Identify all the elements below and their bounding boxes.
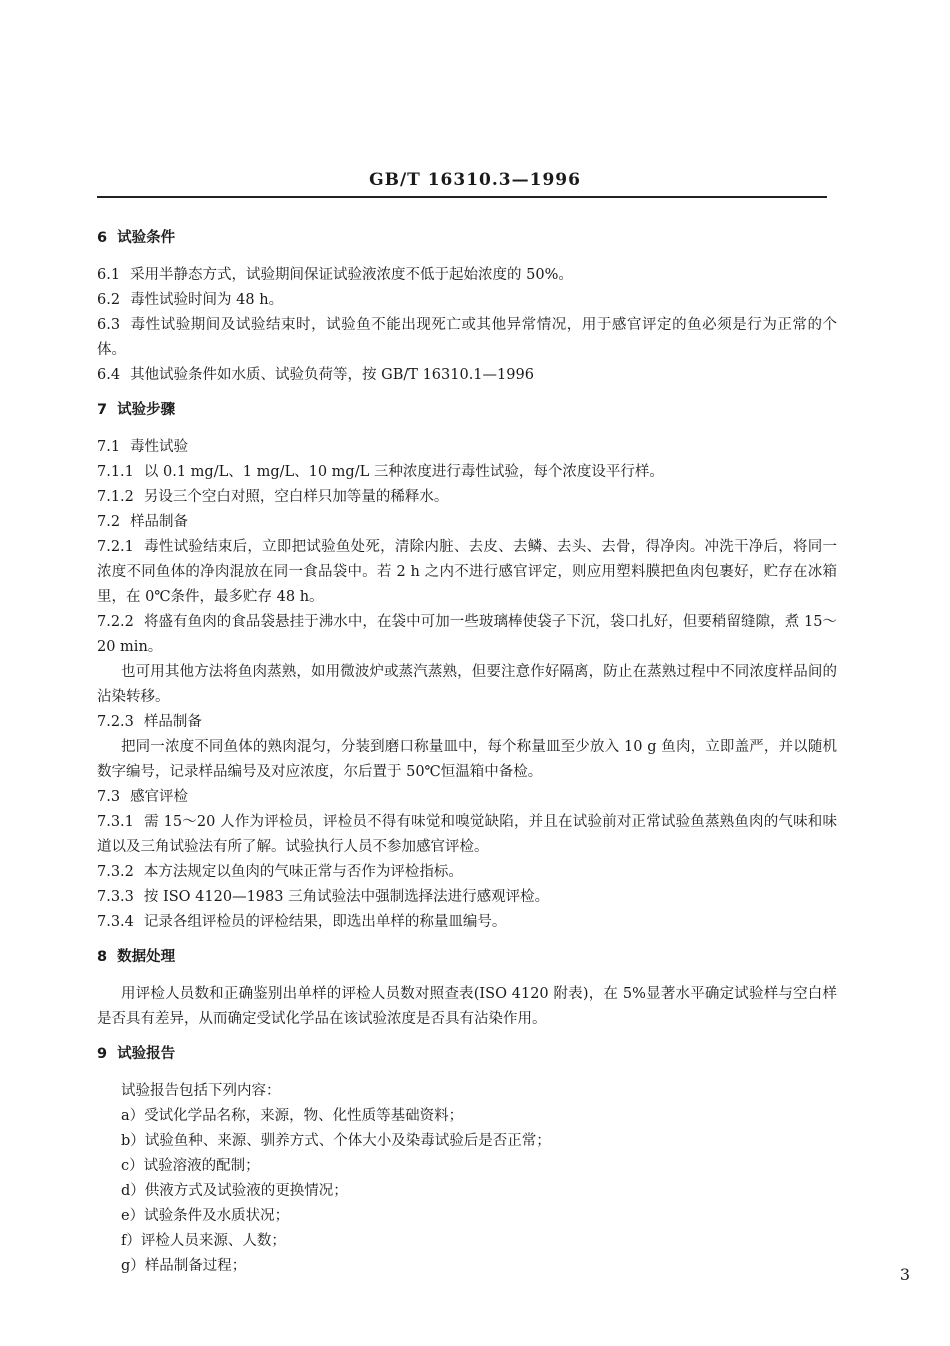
document-body xyxy=(97,222,837,1279)
section-number: 9 xyxy=(97,1046,108,1062)
clause-number: 7.2.1 xyxy=(97,539,134,555)
clause-7-2-2-note: 也可用其他方法将鱼肉蒸熟，如用微波炉或蒸汽蒸熟，但要注意作好隔离，防止在蒸熟过程中不同浓度样品间的沾染转移。 xyxy=(97,664,837,705)
clause-number: 7.1.2 xyxy=(97,489,134,505)
section-7-heading xyxy=(97,398,837,423)
clause-text: 按 ISO 4120—1983 三角试验法中强制选择法进行感观评检。 xyxy=(143,889,550,905)
section-number: 7 xyxy=(97,402,108,418)
clause-number: 7.3.1 xyxy=(97,814,134,830)
section-6-heading xyxy=(97,226,837,251)
clause-number: 7.1 xyxy=(97,439,121,455)
clause-text: 毒性试验结束后，立即把试验鱼处死，清除内脏、去皮、去鳞、去头、去骨，得净肉。冲洗干净后，将同一浓度不同鱼体的净肉混放在同一食品袋中。若 2 h 之内不进行感官评定，则应用塑料膜把鱼肉包裹好，贮存在冰箱里，在 0℃条件，最多贮存 48 h。 xyxy=(97,539,837,605)
section-number: 6 xyxy=(97,230,108,246)
clause-number: 6.1 xyxy=(97,267,121,283)
section-9-heading xyxy=(97,1042,837,1067)
clause-7-3-3 xyxy=(97,885,837,910)
clause-6-2 xyxy=(97,288,837,313)
report-intro: 试验报告包括下列内容： xyxy=(121,1083,281,1099)
list-item: b）试验鱼种、来源、驯养方式、个体大小及染毒试验后是否正常； xyxy=(121,1133,551,1149)
clause-6-4 xyxy=(97,363,837,388)
clause-7-1-1 xyxy=(97,460,837,485)
clause-number: 7.3.2 xyxy=(97,864,134,880)
clause-7-3-1 xyxy=(97,810,837,860)
clause-text: 毒性试验 xyxy=(130,439,189,455)
section-title: 试验步骤 xyxy=(117,402,176,418)
section-title: 试验报告 xyxy=(117,1046,176,1062)
clause-text: 样品制备 xyxy=(130,514,189,530)
list-item: g）样品制备过程； xyxy=(121,1258,247,1274)
clause-text: 以 0.1 mg/L、1 mg/L、10 mg/L 三种浓度进行毒性试验，每个浓度设平行样。 xyxy=(143,464,664,480)
clause-text: 毒性试验时间为 48 h。 xyxy=(130,292,284,308)
section-number: 8 xyxy=(97,949,108,965)
list-item: a）受试化学品名称，来源，物、化性质等基础资料； xyxy=(121,1108,464,1124)
clause-7-2-2 xyxy=(97,610,837,660)
section-title: 试验条件 xyxy=(117,230,176,246)
clause-text: 其他试验条件如水质、试验负荷等，按 GB/T 16310.1—1996 xyxy=(130,367,534,383)
clause-text: 记录各组评检员的评检结果，即选出单样的称量皿编号。 xyxy=(143,914,507,930)
clause-6-3 xyxy=(97,313,837,363)
clause-number: 6.2 xyxy=(97,292,121,308)
clause-text: 本方法规定以鱼肉的气味正常与否作为评检指标。 xyxy=(143,864,463,880)
clause-7-3-4 xyxy=(97,910,837,935)
clause-number: 7.2.2 xyxy=(97,614,134,630)
clause-7-2-3 xyxy=(97,710,837,735)
section-title: 数据处理 xyxy=(117,949,176,965)
document-header: GB/T 16310.3—1996 xyxy=(369,170,581,190)
clause-7-2-3-body: 把同一浓度不同鱼体的熟肉混匀，分装到磨口称量皿中，每个称量皿至少放入 10 g 鱼肉，立即盖严，并以随机数字编号，记录样品编号及对应浓度，尔后置于 50℃恒温箱中备检。 xyxy=(97,739,837,780)
clause-text: 需 15～20 人作为评检员，评检员不得有味觉和嗅觉缺陷，并且在试验前对正常试验鱼蒸熟鱼肉的气味和味道以及三角试验法有所了解。试验执行人员不参加感官评检。 xyxy=(97,814,837,855)
clause-7-2 xyxy=(97,510,837,535)
clause-text: 另设三个空白对照，空白样只加等量的稀释水。 xyxy=(143,489,449,505)
list-item: f）评检人员来源、人数； xyxy=(121,1233,286,1249)
list-item: e）试验条件及水质状况； xyxy=(121,1208,290,1224)
clause-text: 毒性试验期间及试验结束时，试验鱼不能出现死亡或其他异常情况，用于感官评定的鱼必须是行为正常的个体。 xyxy=(97,317,837,358)
section-8-body: 用评检人员数和正确鉴别出单样的评检人员数对照查表(ISO 4120 附表)，在 5%显著水平确定试验样与空白样是否具有差异，从而确定受试化学品在该试验浓度是否具有沾染作用。 xyxy=(97,986,837,1027)
clause-text: 将盛有鱼肉的食品袋悬挂于沸水中，在袋中可加一些玻璃棒使袋子下沉，袋口扎好，但要稍留缝隙，煮 15～20 min。 xyxy=(97,614,837,655)
clause-7-1-2 xyxy=(97,485,837,510)
page-number: 3 xyxy=(899,1265,910,1284)
clause-number: 7.3.4 xyxy=(97,914,134,930)
list-item: c）试验溶液的配制； xyxy=(121,1158,260,1174)
clause-text: 样品制备 xyxy=(143,714,202,730)
clause-6-1 xyxy=(97,263,837,288)
clause-text: 采用半静态方式，试验期间保证试验液浓度不低于起始浓度的 50%。 xyxy=(130,267,573,283)
header-rule xyxy=(97,196,827,198)
clause-7-2-1 xyxy=(97,535,837,610)
clause-number: 7.2.3 xyxy=(97,714,134,730)
clause-number: 7.2 xyxy=(97,514,121,530)
clause-number: 7.1.1 xyxy=(97,464,134,480)
clause-7-3 xyxy=(97,785,837,810)
clause-7-3-2 xyxy=(97,860,837,885)
clause-number: 7.3.3 xyxy=(97,889,134,905)
section-8-heading xyxy=(97,945,837,970)
clause-number: 6.4 xyxy=(97,367,121,383)
clause-number: 6.3 xyxy=(97,317,121,333)
clause-number: 7.3 xyxy=(97,789,121,805)
clause-text: 感官评检 xyxy=(130,789,189,805)
list-item: d）供液方式及试验液的更换情况； xyxy=(121,1183,348,1199)
clause-7-1 xyxy=(97,435,837,460)
